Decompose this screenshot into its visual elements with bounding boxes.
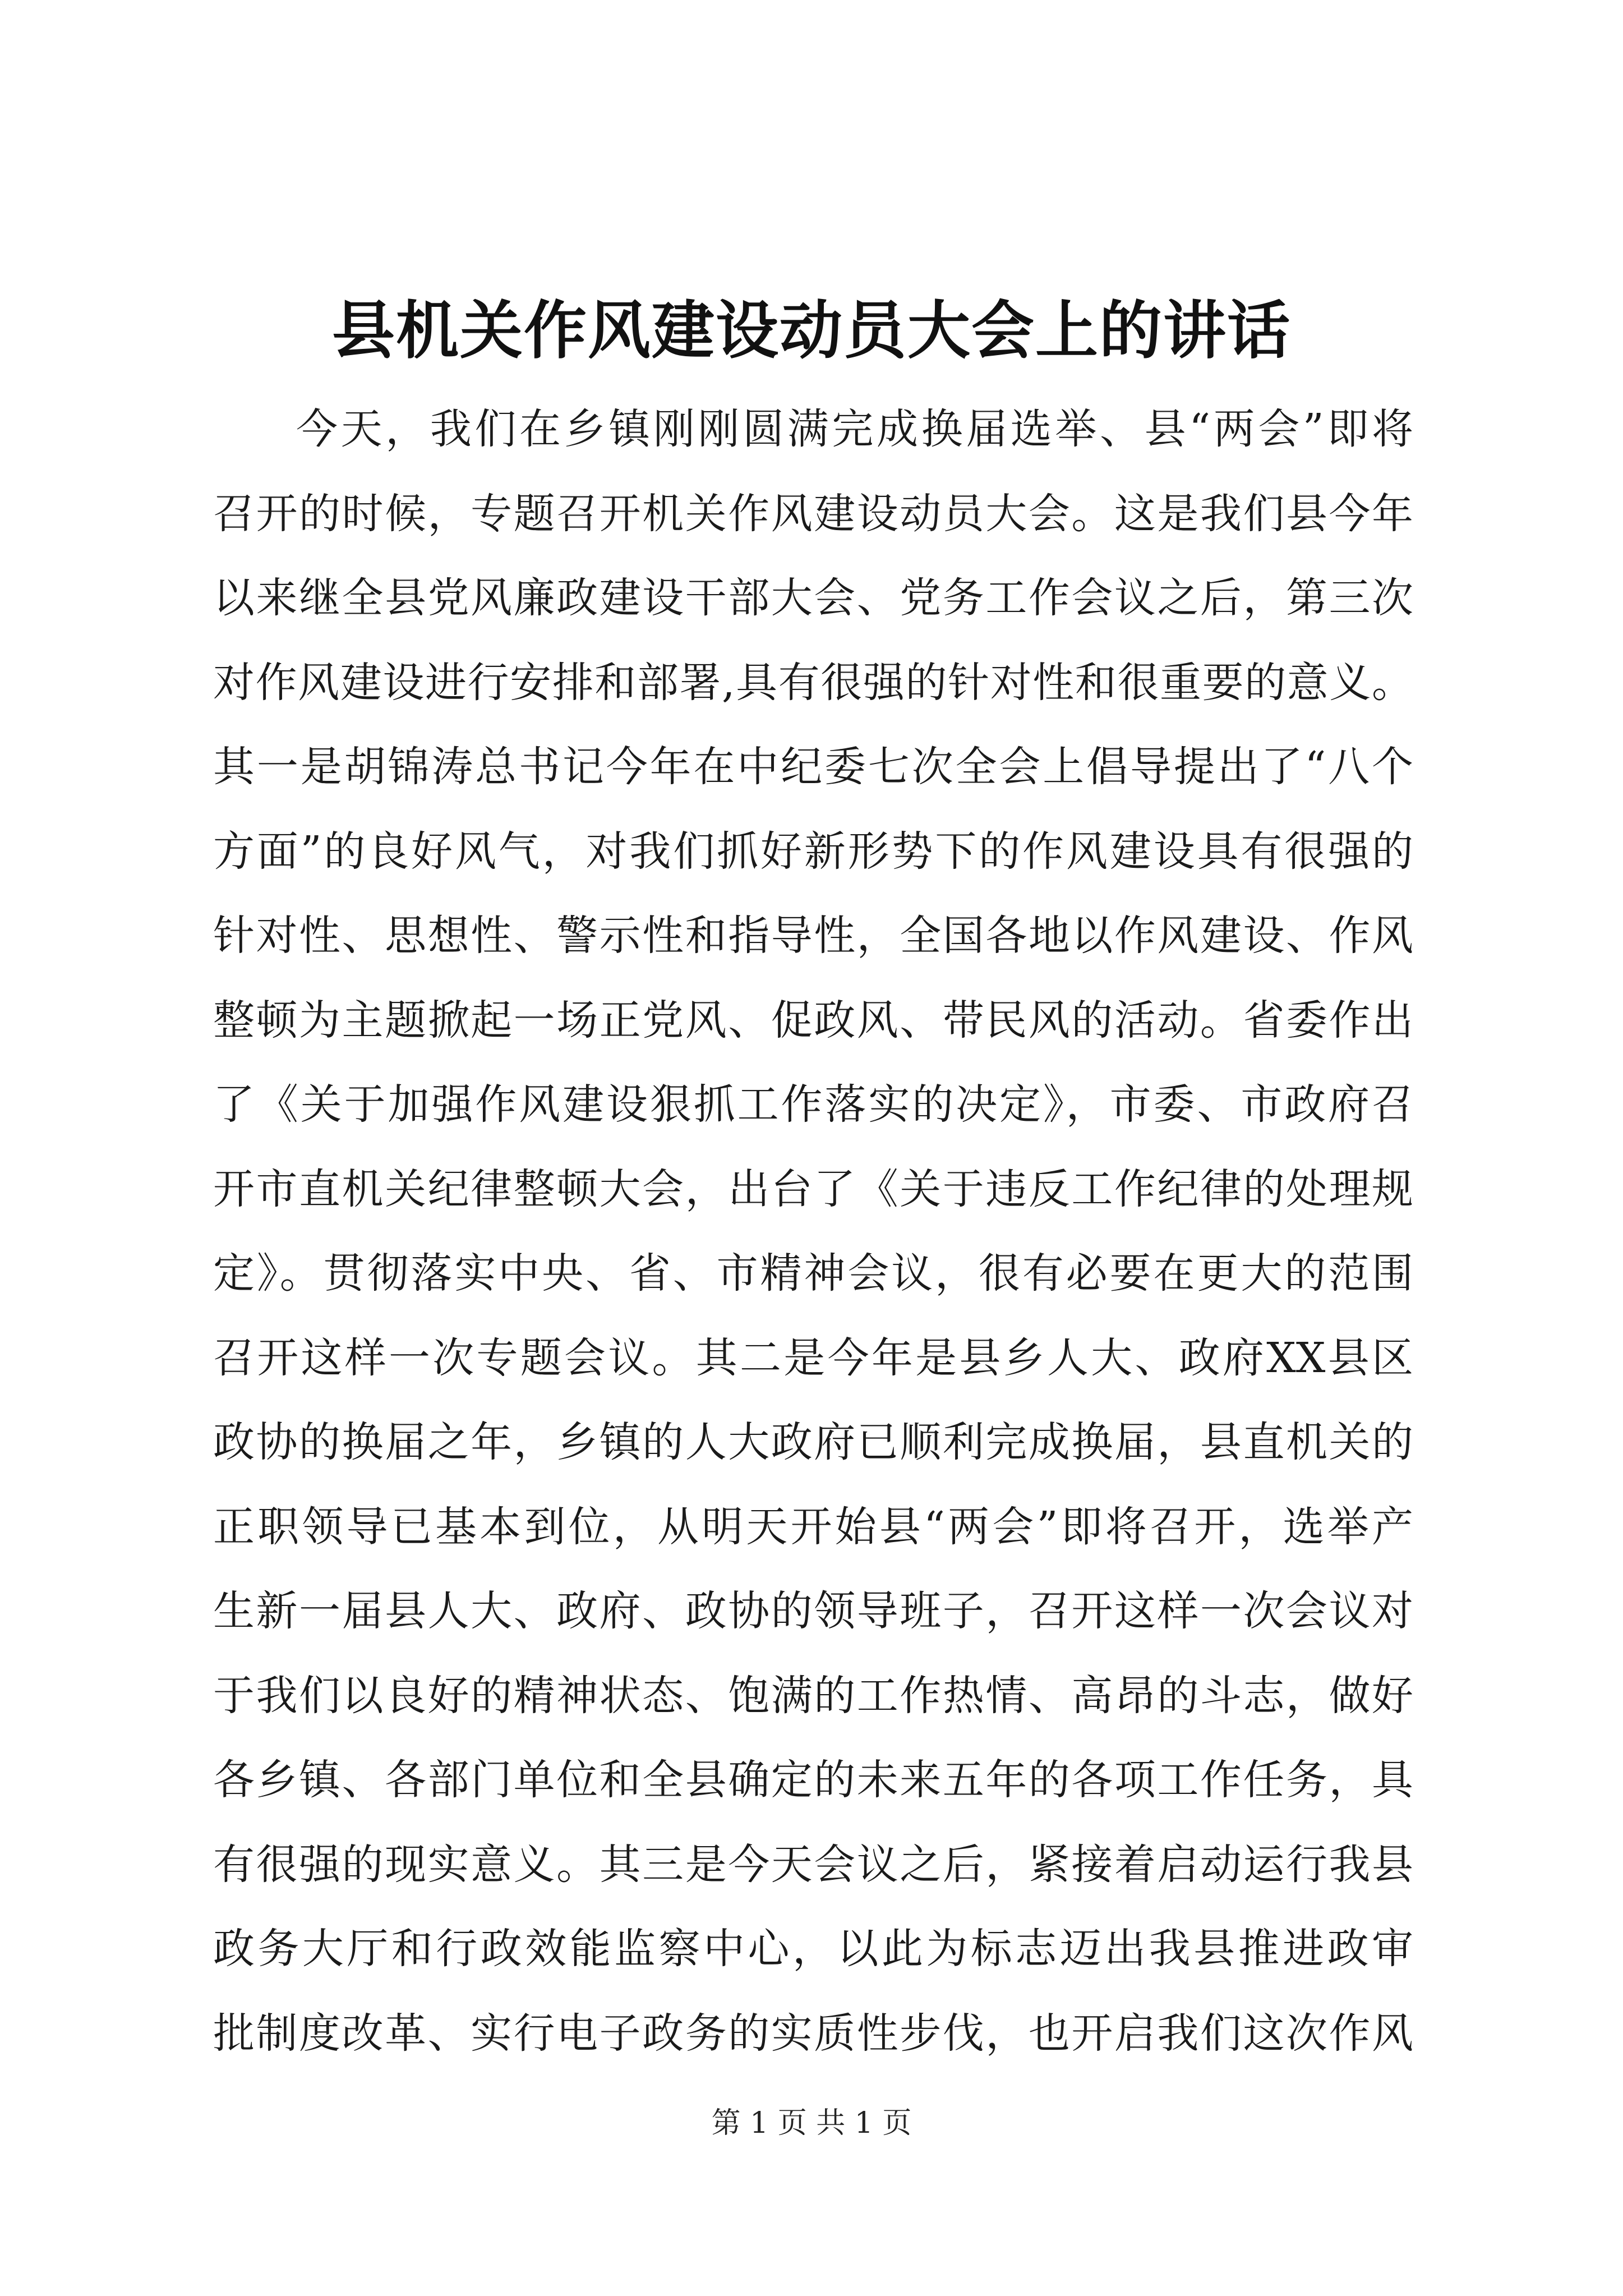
document-body bbox=[213, 387, 1413, 2076]
paragraph-line: 各乡镇、各部门单位和全县确定的未来五年的各项工作任务，具 bbox=[213, 1756, 1413, 1804]
paragraph-line: 对作风建设进行安排和部署,具有很强的针对性和很重要的意义。 bbox=[213, 658, 1413, 707]
paragraph-line: 开市直机关纪律整顿大会，出台了《关于违反工作纪律的处理规 bbox=[213, 1165, 1413, 1213]
paragraph-line: 政协的换届之年，乡镇的人大政府已顺利完成换届，县直机关的 bbox=[213, 1418, 1413, 1466]
paragraph-line: 方面”的良好风气，对我们抓好新形势下的作风建设具有很强的 bbox=[213, 827, 1413, 876]
paragraph-line: 以来继全县党风廉政建设干部大会、党务工作会议之后，第三次 bbox=[213, 574, 1413, 622]
paragraph-line: 批制度改革、实行电子政务的实质性步伐，也开启我们这次作风 bbox=[213, 2009, 1413, 2058]
paragraph-line: 召开这样一次专题会议。其二是今年是县乡人大、政府XX县区 bbox=[213, 1333, 1413, 1382]
paragraph-line: 其一是胡锦涛总书记今年在中纪委七次全会上倡导提出了“八个 bbox=[213, 743, 1413, 791]
paragraph-line: 有很强的现实意义。其三是今天会议之后，紧接着启动运行我县 bbox=[213, 1840, 1413, 1889]
page-number-footer: 第 1 页 共 1 页 bbox=[711, 2106, 912, 2140]
document-title: 县机关作风建设动员大会上的讲话 bbox=[332, 295, 1291, 367]
paragraph-line: 生新一届县人大、政府、政协的领导班子，召开这样一次会议对 bbox=[213, 1587, 1413, 1635]
paragraph-line: 了《关于加强作风建设狠抓工作落实的决定》，市委、市政府召 bbox=[213, 1080, 1413, 1129]
paragraph-line: 正职领导已基本到位，从明天开始县“两会”即将召开，选举产 bbox=[213, 1502, 1413, 1551]
paragraph-line: 政务大厅和行政效能监察中心，以此为标志迈出我县推进政审 bbox=[213, 1925, 1413, 1973]
paragraph-line: 针对性、思想性、警示性和指导性，全国各地以作风建设、作风 bbox=[213, 912, 1413, 960]
paragraph-line: 定》。贯彻落实中央、省、市精神会议，很有必要在更大的范围 bbox=[213, 1249, 1413, 1297]
paragraph-line: 今天，我们在乡镇刚刚圆满完成换届选举、县“两会”即将 bbox=[296, 405, 1413, 453]
paragraph-line: 于我们以良好的精神状态、饱满的工作热情、高昂的斗志，做好 bbox=[213, 1671, 1413, 1720]
paragraph-line: 整顿为主题掀起一场正党风、促政风、带民风的活动。省委作出 bbox=[213, 996, 1413, 1045]
paragraph-line: 召开的时候，专题召开机关作风建设动员大会。这是我们县今年 bbox=[213, 489, 1413, 538]
